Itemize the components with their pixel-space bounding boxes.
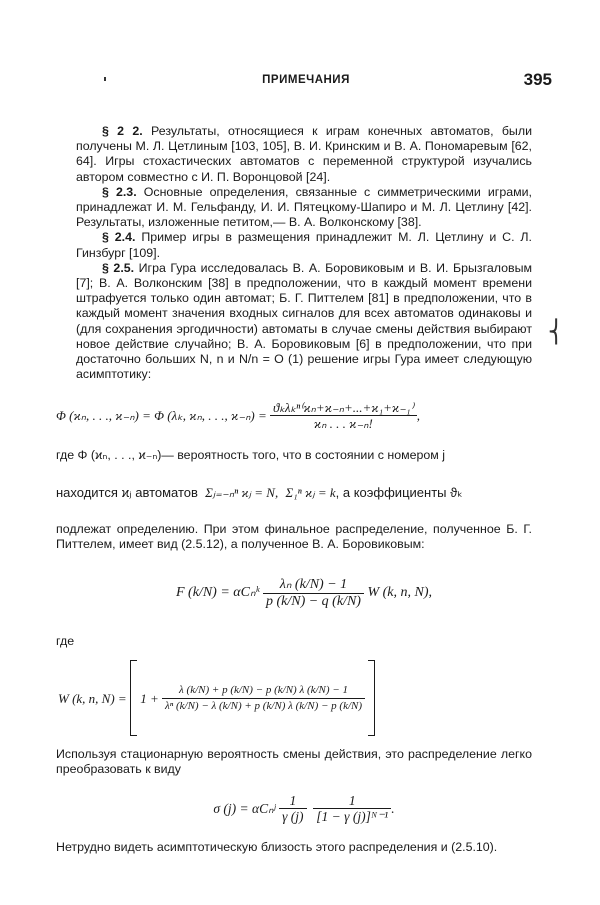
formula-phi: Φ (ϰₙ, . . ., ϰ₋ₙ) = Φ (λₖ, ϰₙ, . . ., ϰ₋ₙ) = $\frac{\text{ϑₖλₖⁿ⁽ϰₙ+ϰ₋ₙ+...+ϰ₁+ϰ₋₁⁾}}{\text{ϰₙ . . . ϰ₋ₙ!}}$ , <box>56 399 420 431</box>
formula-F-denominator: p (k/N) − q (k/N) <box>265 593 361 609</box>
formula-phi-lhs: Φ (ϰₙ, . . ., ϰ₋ₙ) = Φ (λₖ, ϰₙ, . . ., ϰ₋ₙ) = <box>56 407 267 423</box>
paragraph-text: Основные определения, связанные с симметрическими играми, принадлежат И. М. Гельфанду, И. И. Пятецкому-Шапиро и М. Л. Цетлину [42]. Результаты, изложенные петитом,— В. А. Волконскому [38]. <box>76 184 532 230</box>
section-label: § 2.5. <box>102 260 135 275</box>
formula-W-fraction <box>162 683 365 714</box>
paragraph-2-5 <box>76 261 532 383</box>
paragraph-2-3 <box>76 185 532 231</box>
formula-phi-denominator: ϰₙ . . . ϰ₋ₙ! <box>313 415 373 431</box>
using-paragraph: Используя стационарную вероятность смены действия, это распределение легко преобразовать к виду <box>56 747 532 777</box>
numerator: 1 <box>313 793 391 809</box>
denominator: [1 − γ (j)]ᴺ⁻¹ <box>316 809 389 825</box>
formula-sigma <box>76 784 532 834</box>
right-bracket <box>368 660 375 736</box>
margin-bracket-mark: ⎨ <box>548 320 565 345</box>
formula-W-denominator: λⁿ (k/N) − λ (k/N) + p (k/N) λ (k/N) − p (k/N) <box>164 699 363 712</box>
conclusion-paragraph: Нетрудно видеть асимптотическую близость этого распределения и (2.5.10). <box>56 839 498 854</box>
located-tail: , а коэффициенты ϑₖ <box>335 485 463 501</box>
formula-F <box>76 558 532 628</box>
formula-sigma-fraction-2 <box>313 793 391 824</box>
paragraph-2-2 <box>76 124 532 185</box>
paragraph-text: Игра Гура исследовалась В. А. Боровиковым и В. И. Брызгаловым [7]; В. А. Волконским [38] в предположении, что в каждый момент времени штрафуется только один автомат; Б. Г. Питтелем [81] в предположении, что в каждый момент значения входных сигналов для всех автоматов одинаковы и (для сохранения эргодичности) автоматы в случае смены действия выбирают новое действие случайно; В. А. Боровиковым [6] в предположении, что при достаточно больших N, n и N/n = O (1) решение игры Гура имеет следующую асимптотику: <box>76 260 532 382</box>
numerator: 1 <box>279 793 306 809</box>
formula-phi-numerator: ϑₖλₖⁿ⁽ϰₙ+ϰ₋ₙ+...+ϰ₁+ϰ₋₁⁾ <box>270 400 417 416</box>
where-phi-line: где Φ (ϰₙ, . . ., ϰ₋ₙ)— вероятность того, что в состоянии с номером j <box>56 448 445 463</box>
subject-paragraph: подлежат определению. При этом финальное распределение, полученное Б. Г. Питтелем, имеет вид (2.5.12), а полученное В. А. Боровиковым: <box>56 521 532 551</box>
sum-equals-N: Σⱼ₌₋ₙⁿ ϰⱼ = N, <box>205 485 279 501</box>
formula-sigma-lhs: σ (j) = αCₙʲ <box>213 801 276 817</box>
formula-sigma-fraction-1 <box>279 793 306 824</box>
section-label: § 2.3. <box>102 184 137 199</box>
formula-F-numerator: λₙ (k/N) − 1 <box>263 577 364 593</box>
page-number: 395 <box>523 70 552 89</box>
formula-phi-fraction <box>270 400 417 431</box>
formula-W-one: 1 + <box>140 690 159 706</box>
denominator: γ (j) <box>282 809 304 825</box>
formula-W-numerator: λ (k/N) + p (k/N) − p (k/N) λ (k/N) − 1 <box>162 683 365 699</box>
sum-equals-k: Σ₁ⁿ ϰⱼ = k <box>285 485 336 501</box>
formula-F-tail: W (k, n, N), <box>367 585 432 601</box>
paragraph-text: Результаты, относящиеся к играм конечных автоматов, были получены М. Л. Цетлиным [103, 105], В. И. Кринским и В. А. Пономаревым [62, 64]. Игры стохастических автоматов с переменной структурой изучались автором совместно с И. П. Воронцовой [24]. <box>76 124 532 184</box>
gde-label: где <box>56 634 75 649</box>
paragraph-2-4 <box>76 230 532 260</box>
page-body <box>56 124 532 855</box>
section-label: § 2 2. <box>102 124 143 138</box>
formula-F-lhs: F (k/N) = αCₙᵏ <box>176 585 260 601</box>
located-line <box>56 470 532 516</box>
page-header <box>60 72 552 94</box>
paragraph-text: Пример игры в размещения принадлежит М. Л. Цетлину и С. Л. Гинзбург [109]. <box>76 230 532 260</box>
located-text: находится ϰⱼ автоматов <box>56 485 198 501</box>
formula-F-fraction <box>263 577 364 608</box>
left-bracket <box>130 660 137 736</box>
formula-W <box>58 655 532 741</box>
formula-W-lhs: W (k, n, N) = <box>58 690 127 706</box>
period: . <box>391 801 395 817</box>
section-label: § 2.4. <box>102 230 136 245</box>
running-title: ПРИМЕЧАНИЯ <box>262 74 350 86</box>
